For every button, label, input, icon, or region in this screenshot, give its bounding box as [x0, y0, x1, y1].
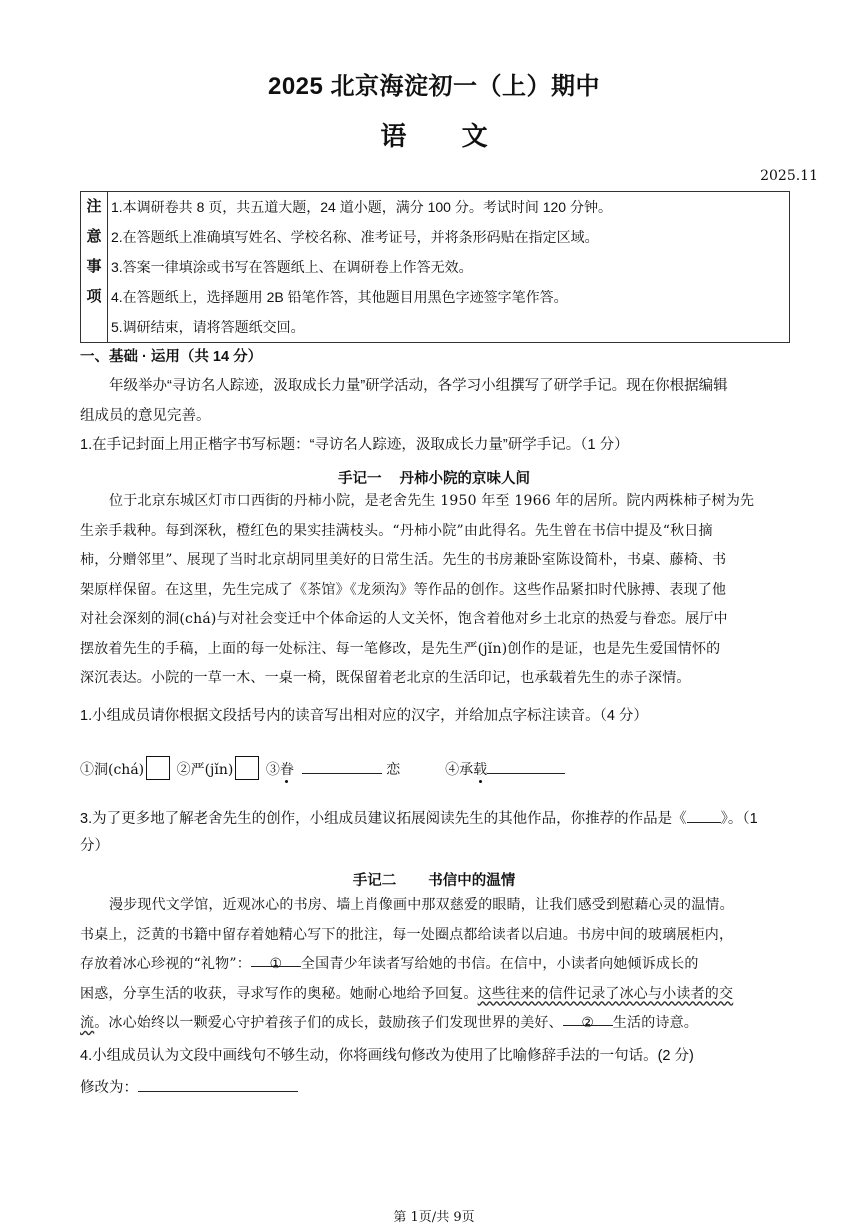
section-intro-line: 年级举办“寻访名人踪迹，汲取成长力量”研学活动，各学习小组撰写了研学手记。现在你根据编辑 — [109, 378, 728, 394]
question-3-blank[interactable] — [687, 806, 721, 823]
page-number: 第 1页/共 9页 — [393, 1210, 475, 1225]
notice-label-char: 项 — [86, 288, 102, 305]
fill-blank-2[interactable]: ② — [563, 1009, 613, 1026]
note1-line: 柿，分赠邻里”、展现了当时北京胡同里美好的日常生活。先生的书房兼卧室陈设简朴，书桌、藤椅、书 — [80, 552, 727, 568]
question-2: 1.小组成员请你根据文段括号内的读音写出相对应的汉字，并给加点字标注读音。（4 分） — [80, 708, 648, 724]
question-3-line2: 分） — [80, 838, 109, 854]
subject-char-1: 语 — [380, 121, 407, 151]
exam-date: 2025.11 — [760, 168, 818, 184]
section-heading: 一、基础 · 运用（共 14 分） — [80, 349, 263, 365]
note1-line: 摆放着先生的手稿，上面的每一处标注、每一笔修改，是先生严(jǐn)创作的是证，也是先生爱国情怀的 — [80, 640, 721, 657]
question-2-answers — [80, 756, 792, 780]
answer-box-2[interactable] — [235, 756, 259, 780]
note2-line-text: 存放着冰心珍视的“礼物”： — [80, 956, 251, 972]
note2-line: 书桌上，泛黄的书籍中留存着她精心写下的批注，每一处圈点都给读者以启迪。书房中间的玻璃展柜内， — [80, 926, 734, 943]
notice-item: 2.在答题纸上准确填写姓名、学校名称、准考证号，并将条形码贴在指定区域。 — [111, 229, 599, 245]
underlined-sentence-end: 流 — [80, 1015, 95, 1031]
answer-blank-4[interactable] — [487, 757, 565, 774]
answer-item-1: ①洞(chá) — [80, 762, 145, 778]
note2-line-text: 。冰心始终以一颗爱心守护着孩子们的成长，鼓励孩子们发现世界的美好、 — [94, 1015, 563, 1031]
note2-line — [80, 950, 792, 980]
answer-blank-3[interactable] — [302, 757, 382, 774]
note1-title-text: 丹柿小院的京味人间 — [399, 471, 530, 487]
question-3-tail: 》。（1 — [720, 811, 758, 827]
note2-title — [0, 869, 868, 890]
note2-line-text: 生活的诗意。 — [612, 1015, 699, 1031]
notice-label — [81, 192, 108, 343]
note2-line: 漫步现代文学馆，近观冰心的书房、墙上肖像画中那双慈爱的眼睛，让我们感受到慰藉心灵的温情。 — [109, 897, 734, 913]
section-intro-line: 组成员的意见完善。 — [80, 408, 211, 424]
note1-line: 对社会深刻的洞(chá)与对社会变迁中个体命运的人文关怀，饱含着他对乡土北京的热爱与眷恋。展厅中 — [80, 611, 728, 627]
notice-item: 4.在答题纸上，选择题用 2B 铅笔作答，其他题目用黑色字迹签字笔作答。 — [111, 289, 568, 305]
subject-title — [0, 116, 868, 153]
note1-title — [0, 467, 868, 488]
note2-line-text: 困惑，分享生活的收获，寻求写作的奥秘。她耐心地给予回复。 — [80, 985, 478, 1002]
answer-item-3-suffix: 恋 — [386, 762, 401, 778]
notice-item: 1.本调研卷共 8 页，共五道大题，24 道小题，满分 100 分。考试时间 120 分钟。 — [111, 199, 612, 215]
note1-line: 位于北京东城区灯市口西街的丹柿小院，是老舍先生 1950 年至 1966 年的居所。院内两株柿子树为先 — [109, 493, 755, 509]
answer-item-2: ②严(jǐn) — [176, 762, 234, 778]
note1-line: 架原样保留。在这里，先生完成了《茶馆》《龙须沟》等作品的创作。这些作品紧扣时代脉搏、表现了他 — [80, 581, 727, 598]
note1-title-label: 手记一 — [338, 471, 382, 487]
notice-label-char: 注 — [86, 198, 102, 215]
question-4: 4.小组成员认为文段中画线句不够生动，你将画线句修改为使用了比喻修辞手法的一句话。(2 分) — [80, 1048, 694, 1064]
notice-label-char: 意 — [86, 228, 102, 245]
note1-body — [80, 487, 792, 694]
note2-body — [80, 891, 792, 1039]
answer-item-3-label: ③ — [265, 762, 280, 778]
notice-label-spacer — [81, 312, 107, 342]
underlined-sentence: 这些往来的信件记录了冰心与小读者的交 — [477, 985, 734, 1002]
answer-line[interactable] — [138, 1075, 298, 1092]
note2-line — [80, 980, 792, 1010]
answer-item-4-label: ④承 — [445, 762, 474, 778]
question-3 — [80, 806, 792, 829]
note1-line: 深沉表达。小院的一草一木、一桌一椅，既保留着老北京的生活印记，也承载着先生的赤子深情。 — [80, 670, 691, 686]
note2-line-text: 全国青少年读者写给她的书信。在信中，小读者向她倾诉成长的 — [300, 956, 699, 972]
notice-item: 5.调研结束，请将答题纸交回。 — [111, 319, 305, 335]
subject-char-2: 文 — [461, 121, 488, 151]
notice-box — [80, 191, 790, 343]
question-3-text: 3.为了更多地了解老舍先生的创作，小组成员建议拓展阅读先生的其他作品，你推荐的作品是《 — [80, 811, 687, 827]
answer-item-3-char: 眷 — [279, 762, 294, 778]
note2-title-label: 手记二 — [352, 873, 397, 889]
notice-items — [108, 192, 790, 343]
answer-label: 修改为： — [80, 1080, 138, 1096]
note2-title-text: 书信中的温情 — [428, 873, 516, 889]
question-4-answer — [80, 1075, 792, 1098]
answer-box-1[interactable] — [146, 756, 170, 780]
page-title: 2025 北京海淀初一（上）期中 — [267, 73, 601, 100]
notice-item: 3.答案一律填涂或书写在答题纸上、在调研卷上作答无效。 — [111, 259, 473, 275]
note1-line: 生亲手栽种。每到深秋，橙红色的果实挂满枝头。“丹柿小院”由此得名。先生曾在书信中提及“秋日摘 — [80, 522, 713, 539]
answer-item-4-char: 载 — [473, 762, 488, 778]
notice-label-char: 事 — [86, 258, 102, 275]
note2-line — [80, 1009, 792, 1039]
question-1: 1.在手记封面上用正楷字书写标题：“寻访名人踪迹，汲取成长力量”研学手记。（1 分） — [80, 437, 629, 453]
fill-blank-1[interactable]: ① — [251, 950, 301, 967]
